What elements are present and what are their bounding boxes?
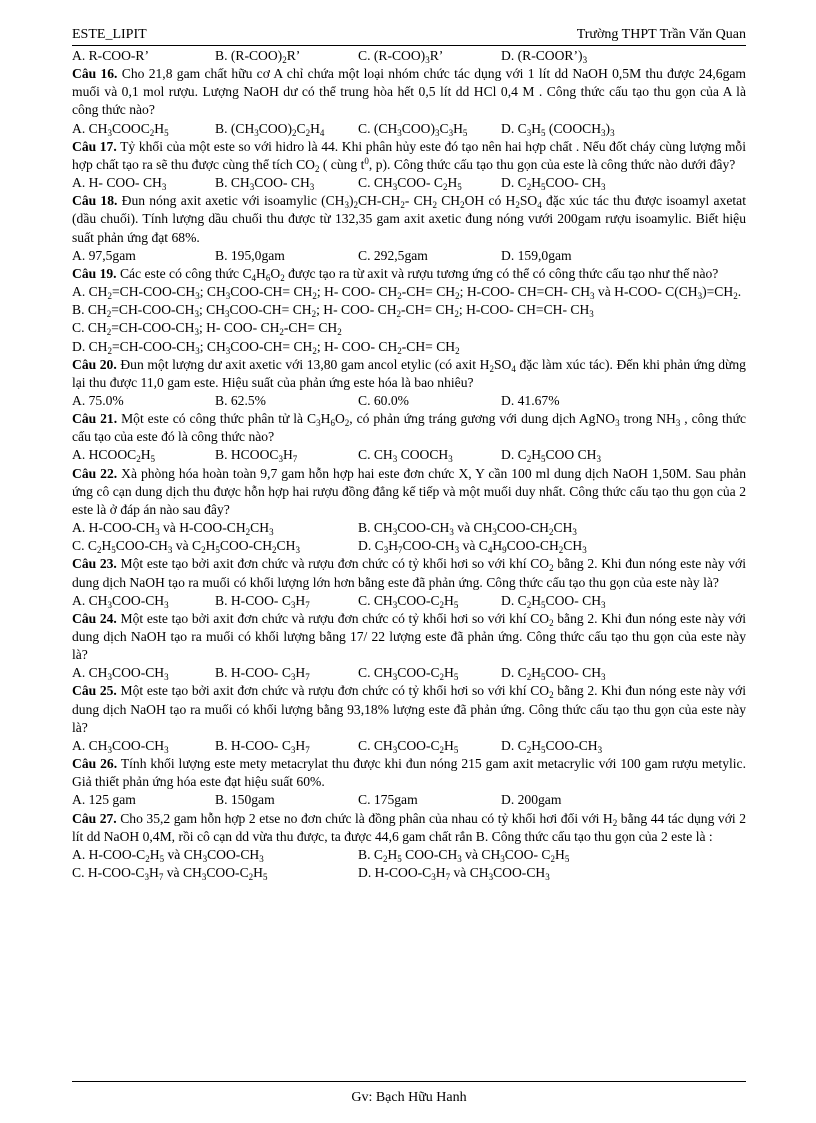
answer-option: C. $CH_3COO-C_2H_5$ (358, 592, 459, 610)
answer-option: B. 62.5% (215, 392, 266, 408)
question-text: Một este tạo bởi axit đơn chức và rượu đơn chức có tỷ khối hơi so với khí $CO_2$ bằng 2. Khi đun nóng este này với dung dịch NaOH tạo ra muối có khối lượng bằng 17/ 22 lượng este đã phản ứng. Công thức cấu tạo thu gọn của este này là? (72, 610, 746, 663)
question (72, 356, 746, 392)
question-number: Câu 24. (72, 610, 117, 626)
answer-option: A. 75.0% (72, 392, 124, 408)
answer-option: A. $CH_3COO-CH_3$ (72, 665, 169, 683)
options-row (72, 392, 746, 410)
answer-option: D. 41.67% (501, 392, 560, 408)
answer-option: D. $CH_2=CH-COO-CH_3$; $CH_3COO-CH= CH_2$; H- COO- $CH_2-CH= CH_2$ (72, 338, 460, 356)
answer-option: A. $H-COO-CH_3$ và $H-COO-CH_2CH_3$ (72, 520, 274, 538)
header-school: Trường THPT Trần Văn Quan (576, 27, 746, 42)
answer-option: D. 200gam (501, 792, 562, 808)
question-text: Tính khối lượng este mety metacrylat thu được khi đun nóng 215 gam axit metacrylic với 100 gam rượu metylic. Giả thiết phản ứng hóa este đạt hiệu suất 60%. (72, 756, 746, 790)
question-number: Câu 20. (72, 356, 117, 372)
page-header (72, 26, 746, 46)
answer-option: C. 175gam (358, 792, 418, 808)
options-row (72, 537, 746, 555)
question (72, 410, 746, 446)
question (72, 810, 746, 846)
options-row (72, 592, 746, 610)
options-row (72, 120, 746, 138)
question (72, 138, 746, 174)
answer-option: C. $(CH_3COO)_3C_3H_5$ (358, 120, 468, 138)
answer-option: C. $CH_3$ $COOCH_3$ (358, 447, 453, 465)
answer-option: C. $(R-COO)_3R$’ (358, 48, 444, 65)
question-text: Cho 35,2 gam hỗn hợp 2 etse no đơn chức là đồng phân của nhau có tỷ khối hơi đối với $H_2$ bằng 44 tác dụng với 2 lít dd NaOH 0,4M, rồi cô cạn dd vừa thu được, ta được 44,6 gam chất rắn B. Công thức cấu tạo thu gọn của 2 este là : (72, 810, 747, 844)
page-footer (72, 1081, 746, 1106)
question-text: Đun một lượng dư axit axetic với 13,80 gam ancol etylic (có axit $H_2SO_4$ đặc làm xúc tác). Đến khi phản ứng dừng lại thu được 11,0 gam este. Hiệu suất của phản ứng este hóa là bao nhiêu? (72, 356, 746, 390)
question (72, 610, 746, 664)
answer-option: C. 292,5gam (358, 247, 428, 263)
question-number: Câu 27. (72, 810, 117, 826)
answer-option: D. 159,0gam (501, 247, 572, 263)
question-number: Câu 21. (72, 411, 118, 427)
question-text: Tỷ khối của một este so với hidro là 44. Khi phân hủy este đó tạo nên hai hợp chất . Nếu đốt cháy cùng lượng mỗi hợp chất tạo ra sẽ thu được cùng thể tích $CO_2$ ( cùng $t^0$, p). Công thức cấu tạo thu gọn của este là công thức nào dưới đây? (72, 138, 746, 174)
question-text: Các este có công thức $C_4H_6O_2$ được tạo ra từ axit và rượu tương ứng có thể có công thức cấu tạo như thế nào? (119, 265, 719, 283)
answer-option: A. $H-COO-C_2H_5$ và $CH_3COO-CH_3$ (72, 846, 264, 864)
question-number: Câu 19. (72, 265, 117, 281)
answer-option: B. 150gam (215, 792, 275, 808)
answer-option: B. $(R-COO)_2R$’ (215, 48, 301, 65)
question-number: Câu 26. (72, 756, 118, 772)
answer-option: A. $CH_3COOC_2H_5$ (72, 120, 169, 138)
answer-option: D. $C_2H_5COO$ $CH_3$ (501, 447, 601, 465)
answer-option: C. $CH_3COO-$ $C_2H_5$ (358, 175, 462, 193)
options-row (72, 737, 746, 755)
answer-option: D. $C_3H_5$ $(COOCH_3)_3$ (501, 120, 615, 138)
question (72, 682, 746, 736)
answer-option: D. $C_2H_5COO-CH_3$ (501, 737, 603, 755)
answer-option: B. $CH_2=CH-COO-CH_3$; $CH_3COO-CH= CH_2$; H- COO- $CH_2-CH= CH_2$; H-COO- CH=CH- $CH_3$ (72, 302, 594, 320)
answer-option: A. 125 gam (72, 792, 136, 808)
question (72, 192, 746, 246)
answer-option: B. $CH_3COO-$ $CH_3$ (215, 175, 315, 193)
answer-option: B. $(CH_3COO)_2C_2H_4$ (215, 120, 325, 138)
options-row (72, 519, 746, 537)
answer-option: C. 60.0% (358, 392, 409, 408)
document-body (72, 47, 746, 882)
question (72, 265, 746, 283)
options-row (72, 47, 746, 65)
options-row (72, 174, 746, 192)
options-row (72, 791, 746, 809)
answer-option: B. H-COO- $C_3H_7$ (215, 737, 310, 755)
question-number: Câu 22. (72, 465, 118, 481)
answer-option: B. H-COO- $C_3H_7$ (215, 592, 310, 610)
answer-option: B. $HCOOC_3H_7$ (215, 447, 298, 465)
answer-option: C. $C_2H_5COO-CH_3$ và $C_2H_5COO-CH_2CH_3$ (72, 538, 300, 556)
answer-option: C. $CH_3COO-C_2H_5$ (358, 665, 459, 683)
answer-option: B. $C_2H_5$ COO-$CH_3$ và $CH_3COO-$ $C_2H_5$ (358, 846, 570, 864)
question-number: Câu 23. (72, 556, 117, 572)
question-text: Đun nóng axit axetic với isoamylic $(CH_3)_2CH-CH_2-$ $CH_2$ $CH_2OH$ có $H_2SO_4$ đặc xúc tác thu được isoamyl axetat (dầu chuối). Tính lượng dầu chuối thu được từ 132,35 gam axit axetic đung nóng vưới 200gam rượu isoamylic. Biết hiệu suất phản ứng đạt 68%. (72, 193, 746, 245)
options-row (72, 846, 746, 864)
answer-option: C. $CH_3COO-C_2H_5$ (358, 737, 459, 755)
answer-option: D. $H-COO-C_3H_7$ và $CH_3COO-CH_3$ (358, 865, 550, 883)
answer-option: A. R-COO-R’ (72, 48, 150, 63)
answer-option: A. $CH_3COO-CH_3$ (72, 592, 169, 610)
question (72, 65, 746, 119)
page (72, 26, 746, 882)
question (72, 465, 746, 519)
options-row (72, 864, 746, 882)
options-row (72, 247, 746, 265)
options-row (72, 446, 746, 464)
question-text: Xà phòng hóa hoàn toàn 9,7 gam hỗn hợp hai este đơn chức X, Y cần 100 ml dung dịch NaOH 1,50M. Sau phản ứng cô cạn dung dịch thu được hỗn hợp hai rượu đồng đẳng kế tiếp và một muối duy nhất. Công thức cấu tạo thu gọn của 2 este là ở đáp án nào sau đây? (72, 465, 746, 517)
options-row (72, 664, 746, 682)
answer-option: D. $C_2H_5COO-$ $CH_3$ (501, 592, 606, 610)
answer-option: B. 195,0gam (215, 247, 285, 263)
question-number: Câu 25. (72, 683, 117, 699)
answer-option: C. $H-COO-C_3H_7$ và $CH_3COO-C_2H_5$ (72, 865, 268, 883)
answer-option: D. $C_2H_5COO-$ $CH_3$ (501, 175, 606, 193)
question-number: Câu 17. (72, 138, 117, 154)
answer-option: D. $C_3H_7COO-CH_3$ và $C_4H_9COO-CH_2CH_3$ (358, 538, 587, 556)
answer-option: D. $(R-COOR’)_3$ (501, 48, 588, 65)
answer-option: A. $CH_2=CH-COO-CH_3$; $CH_3COO-CH= CH_2$; H- COO- $CH_2-CH= CH_2$; H-COO- CH=CH- $CH_3$ và H-COO- $C(CH_3)=CH_2$. (72, 284, 742, 302)
answer-option: C. $CH_2=CH-COO-CH_3$; H- COO- $CH_2-CH= CH_2$ (72, 320, 342, 338)
question-text: Một este tạo bởi axit đơn chức và rượu đơn chức có tỷ khối hơi so với khí $CO_2$ bằng 2. Khi đun nóng este này với dung dịch NaOH tạo ra muối có khối lượng bằng 93,18% lượng este đã phản ứng. Công thức cấu tạo thu gọn của este này là? (72, 683, 746, 735)
question-text: Một este có công thức phân tử là $C_3H_6O_2$, có phản ứng tráng gương với dung dịch AgNO$_3$ trong $NH_3$ , công thức cấu tạo của este đó là công thức nào? (72, 411, 746, 445)
question-number: Câu 16. (72, 66, 118, 82)
question (72, 755, 746, 791)
answer-option: A. H- COO- $CH_3$ (72, 175, 167, 193)
answer-option: A. 97,5gam (72, 247, 136, 263)
answer-option: D. $C_2H_5COO-$ $CH_3$ (501, 665, 606, 683)
footer-author: Gv: Bạch Hữu Hanh (351, 1090, 467, 1105)
answer-option: A. $CH_3COO-CH_3$ (72, 737, 169, 755)
question-number: Câu 18. (72, 193, 118, 209)
question-text: Một este tạo bởi axit đơn chức và rượu đơn chức có tỷ khối hơi so với khí $CO_2$ bằng 2. Khi đun nóng este này với dung dịch NaOH tạo ra muối có khối lượng lớn hơn bằng este đã phản ứng. Công thức cấu tạo thu gọn của este này là? (72, 556, 746, 590)
answer-option: B. H-COO- $C_3H_7$ (215, 665, 310, 683)
question-text: Cho 21,8 gam chất hữu cơ A chỉ chứa một loại nhóm chức tác dụng với 1 lít dd NaOH 0,5M thu được 24,6gam muối và 0,1 mol rượu. Lượng NaOH dư có thể trung hòa hết 0,5 lít dd HCl 0,4 M . Công thức cấu tạo thu gọn của A là công thức nào? (72, 66, 746, 118)
header-title: ESTE_LIPIT (72, 27, 147, 42)
answer-option: B. $CH_3COO-CH_3$ và $CH_3COO-CH_2CH_3$ (358, 520, 577, 538)
question (72, 555, 746, 591)
answer-option: A. $HCOOC_2H_5$ (72, 447, 156, 465)
